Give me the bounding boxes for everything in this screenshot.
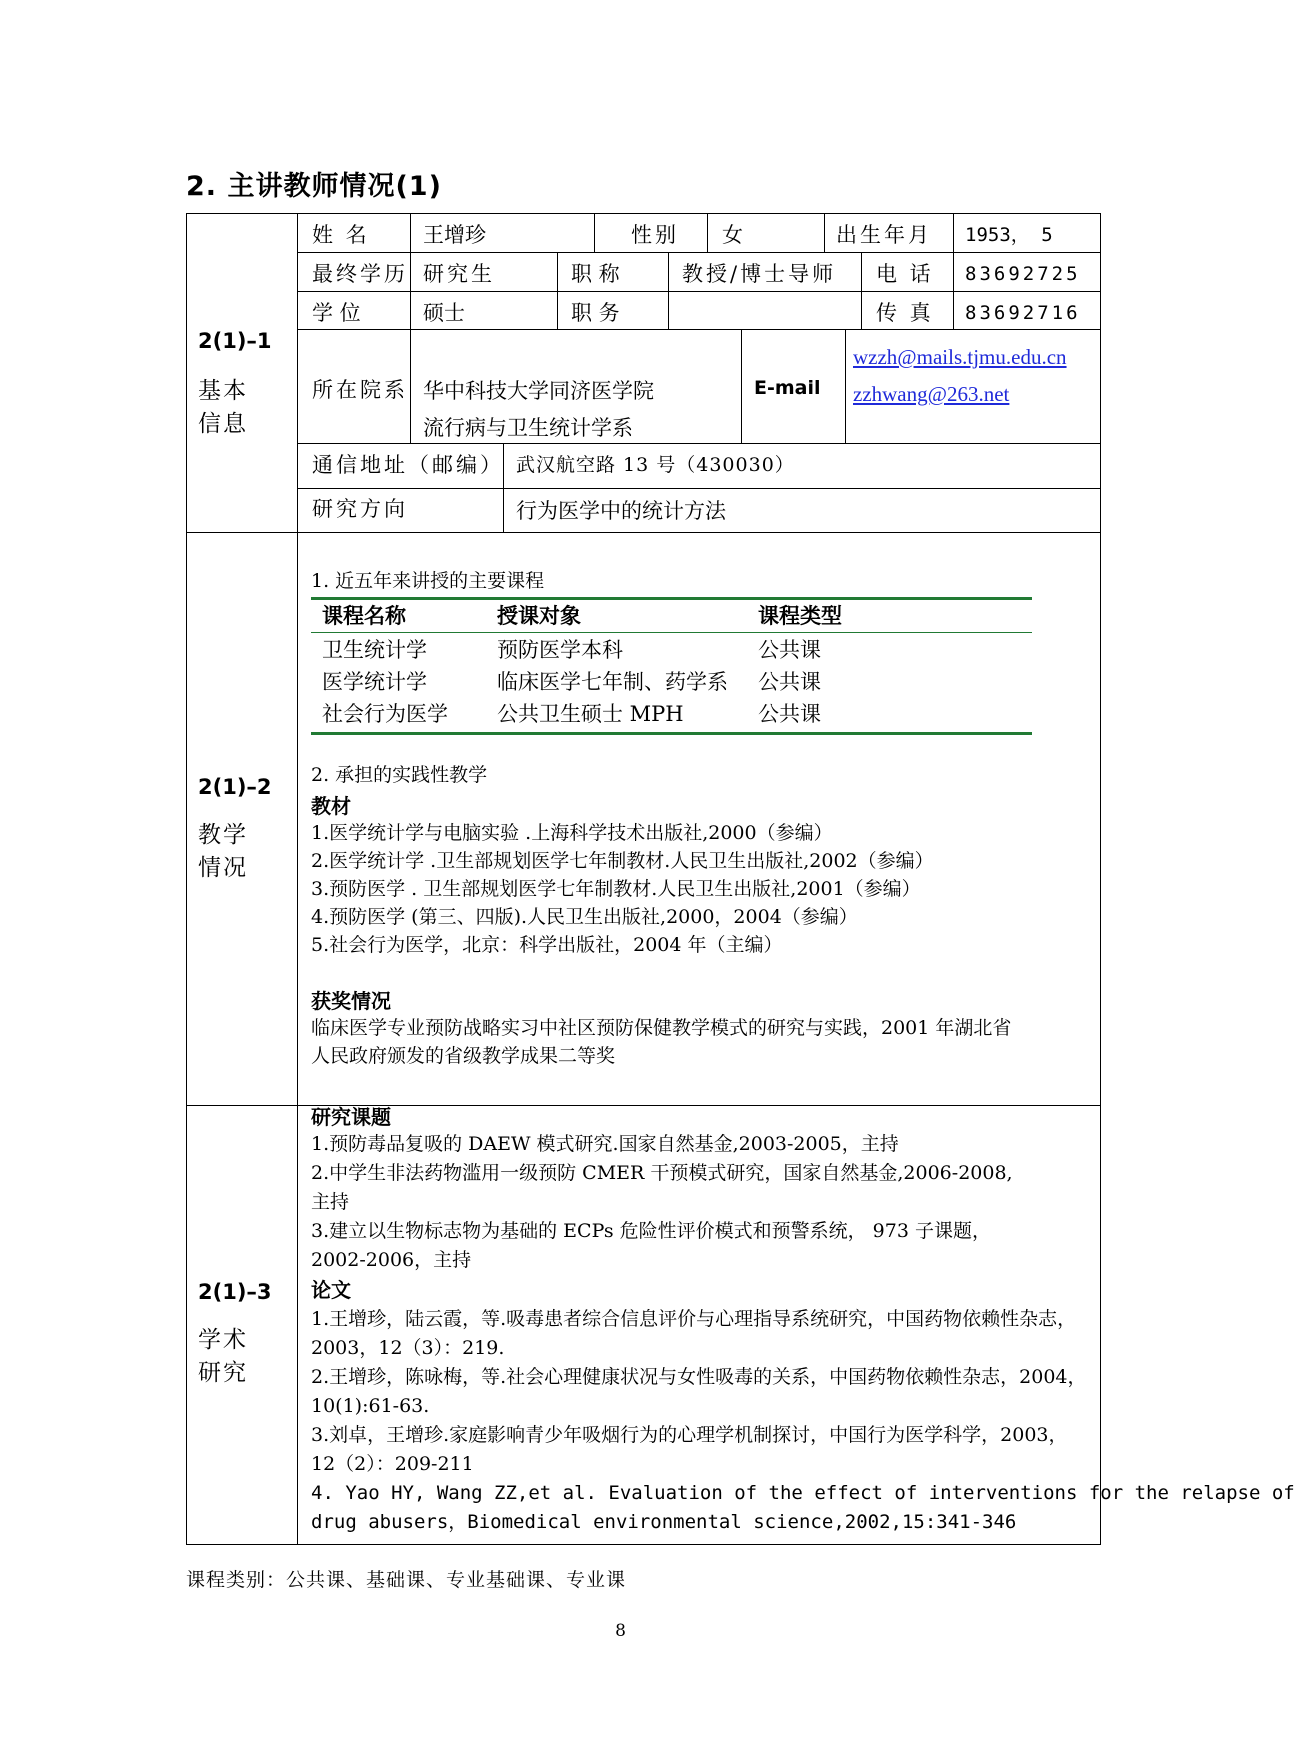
grid-line [668,252,669,329]
paper-line: 4. Yao HY, Wang ZZ,et al. Evaluation of the effect of interventions for the relapse of [311,1482,1295,1504]
section-divider-1 [186,532,1101,533]
course-name: 医学统计学 [322,670,427,694]
section-label-line: 教学 [198,822,248,848]
paper-line: 3.刘卓，王增珍.家庭影响青少年吸烟行为的心理学机制探讨，中国行为医学科学，2003， [311,1424,1068,1446]
phone-value: 83692725 [965,263,1081,285]
course-name: 卫生统计学 [322,638,427,662]
projects-heading: 研究课题 [311,1105,391,1129]
course-audience: 临床医学七年制、药学系 [497,670,728,694]
birth-label: 出生年月 [836,223,932,247]
title-value: 教授/博士导师 [682,262,837,286]
section-heading: 2. 主讲教师情况(1) [186,171,442,202]
project-line: 主持 [311,1191,350,1213]
paper-line: 2003，12（3）：219. [311,1337,505,1359]
section-id-research: 2(1)–3 [198,1280,272,1304]
email-link-2[interactable]: zzhwang@263.net [853,382,1010,406]
name-value: 王增珍 [423,223,486,247]
textbook-heading: 教材 [311,794,351,818]
section-label-line: 基本 [198,378,248,404]
paper-line: 2.王增珍，陈咏梅，等.社会心理健康状况与女性吸毒的关系，中国药物依赖性杂志，2004， [311,1366,1087,1388]
research-direction-value: 行为医学中的统计方法 [516,499,726,523]
course-type: 公共课 [758,702,821,726]
section-label-basic [198,375,248,441]
label-column-divider [297,213,298,1545]
award-line: 人民政府颁发的省级教学成果二等奖 [311,1045,616,1067]
post-label: 职 务 [571,301,620,325]
course-header-type: 课程类型 [758,604,842,628]
title-label: 职 称 [571,262,620,286]
education-label: 最终学历 [312,262,408,286]
papers-heading: 论文 [311,1278,351,1302]
textbook-item: 1.医学统计学与电脑实验 .上海科学技术出版社,2000（参编） [311,822,833,844]
project-line: 1.预防毒品复吸的 DAEW 模式研究.国家自然基金,2003-2005，主持 [311,1133,899,1155]
textbook-item: 5.社会行为医学，北京：科学出版社，2004 年（主编） [311,934,783,956]
grid-line [297,329,1101,330]
research-content [311,1100,1295,1540]
fax-value: 83692716 [965,302,1081,324]
fax-label: 传 真 [876,301,934,325]
practice-heading: 2. 承担的实践性教学 [311,764,488,786]
textbook-item: 3.预防医学 . 卫生部规划医学七年制教材.人民卫生出版社,2001（参编） [311,878,921,900]
address-label: 通信地址（邮编） [312,453,504,477]
department-label: 所在院系 [312,378,408,402]
gender-value: 女 [722,223,743,247]
section-label-line: 研究 [198,1360,248,1386]
table-header-rule [311,632,1032,633]
grid-line [297,291,1101,292]
grid-line [953,213,954,329]
project-line: 2002-2006，主持 [311,1249,472,1271]
address-value: 武汉航空路 13 号（430030） [516,454,795,476]
email-link-1[interactable]: wzzh@mails.tjmu.edu.cn [853,345,1067,369]
birth-value: 1953， 5 [965,224,1053,246]
paper-line: 1.王增珍，陆云霞，等.吸毒患者综合信息评价与心理指导系统研究，中国药物依赖性杂志， [311,1308,1077,1330]
name-label: 姓 名 [312,223,370,247]
section-label-line: 信息 [198,411,248,437]
section-label-line: 情况 [198,855,248,881]
course-audience: 预防医学本科 [497,638,623,662]
degree-label: 学 位 [312,301,361,325]
grid-line [741,329,742,443]
grid-line [861,252,862,329]
section-label-teaching [198,819,248,885]
grid-line [297,443,1101,444]
grid-line [557,252,558,329]
grid-line [297,488,1101,489]
email-label: E-mail [754,377,821,399]
paper-line: drug abusers，Biomedical environmental science,2002,15:341-346 [311,1511,1017,1533]
department-line-1: 华中科技大学同济医学院 [423,379,654,403]
gender-label: 性别 [631,223,679,247]
section-id-basic: 2(1)–1 [198,329,272,353]
grid-line [707,213,708,252]
paper-line: 10(1):61-63. [311,1395,430,1417]
grid-line [824,213,825,252]
textbook-item: 2.医学统计学 .卫生部规划医学七年制教材.人民卫生出版社,2002（参编） [311,850,934,872]
textbook-item: 4.预防医学 (第三、四版).人民卫生出版社,2000，2004（参编） [311,906,858,928]
section-label-research [198,1324,248,1390]
course-type: 公共课 [758,670,821,694]
award-heading: 获奖情况 [311,989,391,1013]
course-category-note: 课程类别：公共课、基础课、专业基础课、专业课 [186,1569,627,1591]
section-label-line: 学术 [198,1327,248,1353]
grid-line [594,213,595,252]
phone-label: 电 话 [876,262,934,286]
award-line: 临床医学专业预防战略实习中社区预防保健教学模式的研究与实践，2001 年湖北省 [311,1017,1012,1039]
grid-line [410,329,411,443]
grid-line [845,329,846,443]
grid-line [297,252,1101,253]
degree-value: 硕士 [423,301,465,325]
section-id-teaching: 2(1)–2 [198,775,272,799]
course-name: 社会行为医学 [322,702,448,726]
course-header-name: 课程名称 [322,604,406,628]
paper-line: 12（2）：209-211 [311,1453,474,1475]
project-line: 2.中学生非法药物滥用一级预防 CMER 干预模式研究，国家自然基金,2006-2008, [311,1162,1013,1184]
department-line-2: 流行病与卫生统计学系 [423,416,633,440]
grid-line [410,213,411,329]
table-top-rule [311,597,1032,600]
course-audience: 公共卫生硕士 MPH [497,702,684,726]
course-type: 公共课 [758,638,821,662]
page-number: 8 [615,1621,626,1641]
education-value: 研究生 [423,262,495,286]
courses-heading: 1. 近五年来讲授的主要课程 [311,570,545,592]
course-header-audience: 授课对象 [497,604,581,628]
project-line: 3.建立以生物标志物为基础的 ECPs 危险性评价模式和预警系统， 973 子课题， [311,1220,991,1242]
research-direction-label: 研究方向 [312,497,408,521]
table-bottom-rule [311,732,1032,735]
